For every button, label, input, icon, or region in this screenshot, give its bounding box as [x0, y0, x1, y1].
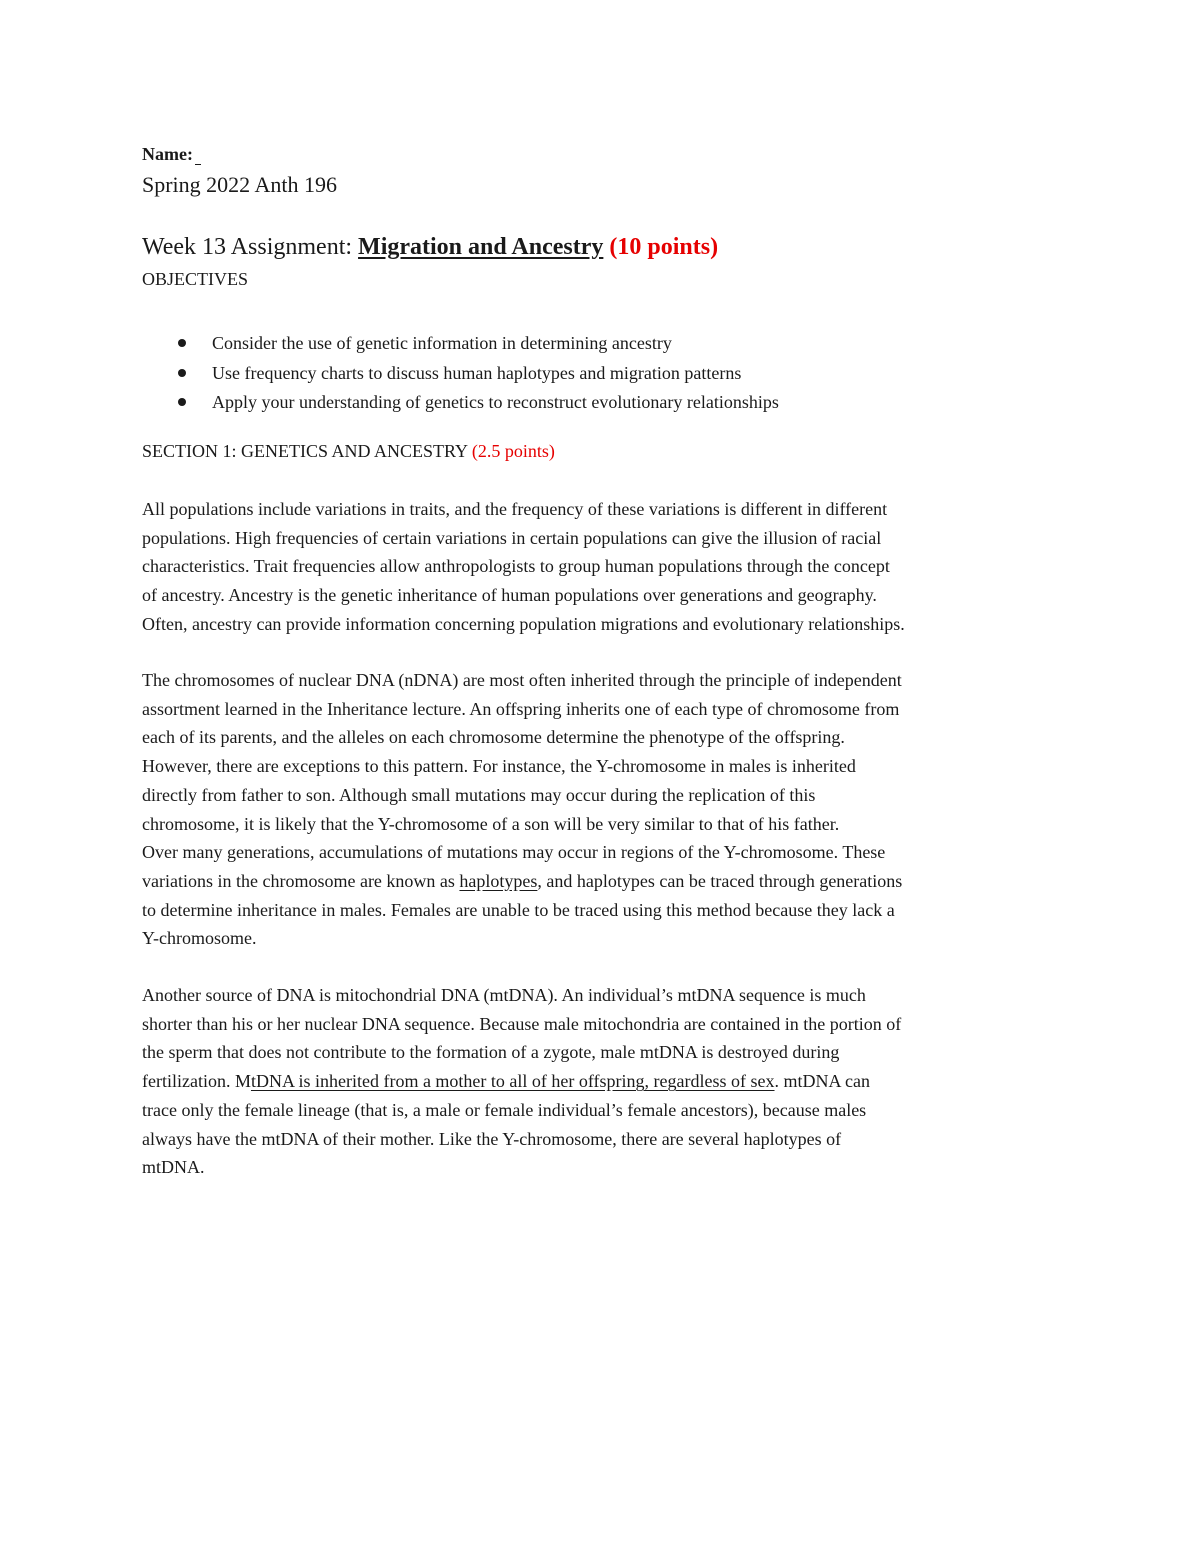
text-line: shorter than his or her nuclear DNA sequence. Because male mitochondria are contained in the portion of — [142, 1013, 902, 1034]
bullet-icon — [178, 339, 186, 347]
name-field — [142, 144, 201, 165]
text-line: assortment learned in the Inheritance lecture. An offspring inherits one of each type of chromosome from — [142, 698, 900, 719]
objective-text: Consider the use of genetic information in determining ancestry — [212, 333, 672, 353]
title-topic: Migration and Ancestry — [358, 234, 604, 260]
text-line: the sperm that does not contribute to the formation of a zygote, male mtDNA is destroyed during — [142, 1042, 840, 1063]
paragraph-nuclear-dna — [142, 666, 1072, 953]
text-fragment: . mtDNA can — [774, 1071, 870, 1092]
text-line: Another source of DNA is mitochondrial DNA (mtDNA). An individual’s mtDNA sequence is much — [142, 985, 866, 1005]
section-points: (2.5 points) — [471, 441, 555, 461]
paragraph-ancestry — [142, 495, 1072, 639]
title-prefix: Week 13 Assignment: — [142, 234, 353, 260]
underlined-statement: tDNA is inherited from a mother to all of her offspring, regardless of sex — [250, 1071, 775, 1092]
text-line: mtDNA. — [142, 1157, 205, 1178]
objectives-list — [178, 330, 779, 419]
text-line: to determine inheritance in males. Females are unable to be traced using this method because they lack a — [142, 899, 895, 920]
text-line: chromosome, it is likely that the Y-chromosome of a son will be very similar to that of his father. — [142, 813, 840, 834]
text-line: Y-chromosome. — [142, 928, 257, 949]
objective-text: Use frequency charts to discuss human haplotypes and migration patterns — [212, 362, 742, 383]
section-title: SECTION 1: GENETICS AND ANCESTRY — [142, 441, 468, 461]
text-line — [142, 1067, 1072, 1096]
text-line — [142, 867, 1072, 896]
text-line: characteristics. Trait frequencies allow anthropologists to group human populations through the concept — [142, 556, 890, 577]
objective-text: Apply your understanding of genetics to reconstruct evolutionary relationships — [212, 392, 779, 412]
text-fragment: variations in the chromosome are known as — [142, 870, 460, 891]
list-item — [178, 389, 779, 419]
text-line: All populations include variations in traits, and the frequency of these variations is different in different — [142, 499, 888, 519]
text-line: populations. High frequencies of certain variations in certain populations can give the illusion of racial — [142, 527, 882, 548]
paragraph-mtdna — [142, 981, 1072, 1182]
list-item — [178, 330, 779, 360]
text-line: trace only the female lineage (that is, a male or female individual’s female ancestors), because males — [142, 1099, 867, 1120]
objectives-heading: OBJECTIVES — [142, 269, 249, 289]
text-line: each of its parents, and the alleles on each chromosome determine the phenotype of the offspring. — [142, 727, 845, 748]
name-blank — [195, 148, 201, 165]
text-line: Over many generations, accumulations of mutations may occur in regions of the Y-chromosome. These — [142, 842, 886, 863]
list-item — [178, 360, 779, 390]
text-line: of ancestry. Ancestry is the genetic inheritance of human populations over generations and geography. — [142, 585, 877, 606]
text-line: directly from father to son. Although small mutations may occur during the replication of this — [142, 784, 816, 805]
text-fragment: fertilization. M — [142, 1071, 251, 1092]
text-line: However, there are exceptions to this pattern. For instance, the Y-chromosome in males is inherited — [142, 756, 856, 777]
assignment-title — [142, 234, 718, 261]
text-line: Often, ancestry can provide information concerning population migrations and evolutionary relationships. — [142, 613, 905, 634]
bullet-icon — [178, 398, 186, 406]
haplotypes-term: haplotypes — [459, 870, 538, 891]
section-heading — [142, 441, 555, 462]
text-line: The chromosomes of nuclear DNA (nDNA) are most often inherited through the principle of independent — [142, 670, 902, 690]
text-fragment: , and haplotypes can be traced through generations — [537, 870, 903, 891]
course-label: Spring 2022 Anth 196 — [142, 172, 337, 197]
text-line: always have the mtDNA of their mother. Like the Y-chromosome, there are several haplotypes of — [142, 1128, 842, 1149]
bullet-icon — [178, 369, 186, 377]
name-label: Name: — [142, 144, 193, 164]
title-points: (10 points) — [609, 234, 719, 260]
